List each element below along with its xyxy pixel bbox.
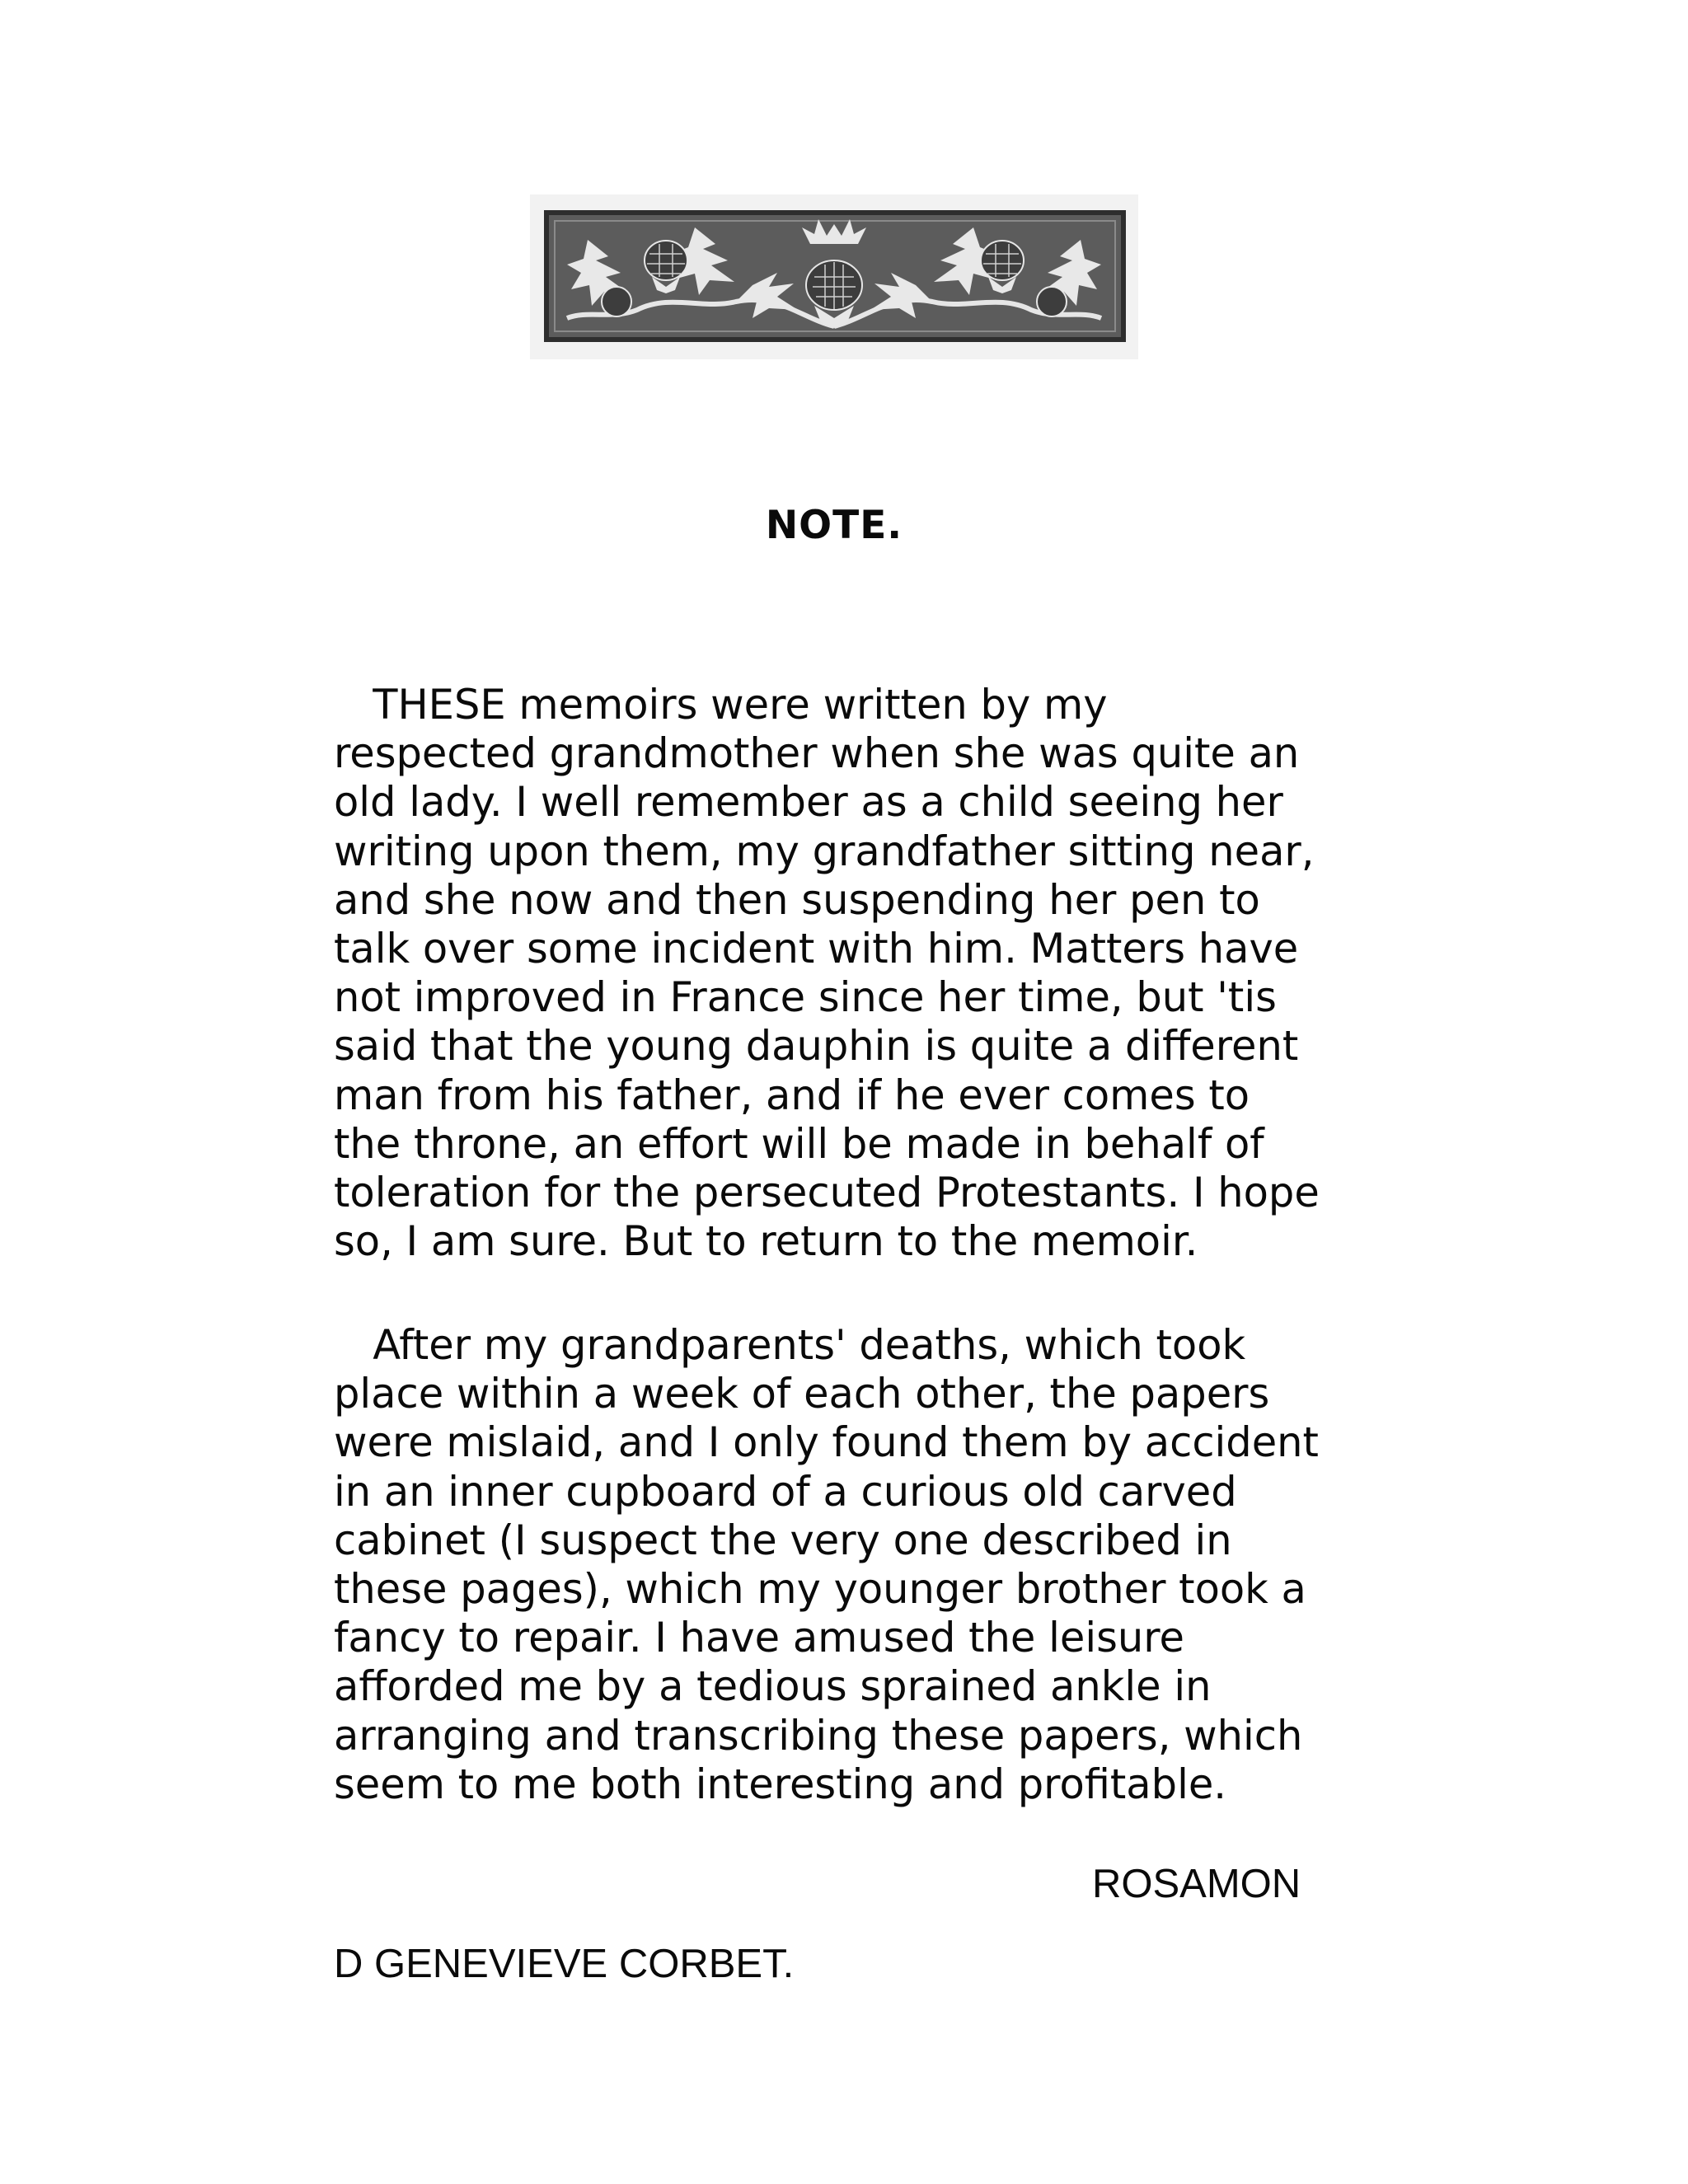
text-line: man from his father, and if he ever comes to bbox=[334, 1071, 1250, 1119]
text-line: these pages), which my younger brother took a bbox=[334, 1565, 1306, 1614]
text-line: seem to me both interesting and profitable. bbox=[334, 1760, 1227, 1808]
text-line: talk over some incident with him. Matters have bbox=[334, 925, 1299, 973]
text-line: place within a week of each other, the papers bbox=[334, 1370, 1270, 1418]
text-line: respected grandmother when she was quite an bbox=[334, 729, 1300, 778]
ornamental-header-banner bbox=[530, 194, 1138, 359]
text-line: said that the young dauphin is quite a different bbox=[334, 1022, 1299, 1071]
text-line: THESE memoirs were written by my bbox=[334, 681, 1108, 729]
text-line: After my grandparents' deaths, which took bbox=[334, 1321, 1246, 1369]
text-line: were mislaid, and I only found them by accident bbox=[334, 1418, 1319, 1467]
signature-line-2: D GENEVIEVE CORBET. bbox=[334, 1942, 795, 1986]
page-title: NOTE. bbox=[765, 503, 903, 548]
text-line: fancy to repair. I have amused the leisure bbox=[334, 1614, 1184, 1662]
text-line: arranging and transcribing these papers, which bbox=[334, 1711, 1303, 1760]
memoir-paragraph-2 bbox=[334, 1321, 1381, 1809]
text-line: cabinet (I suspect the very one described in bbox=[334, 1516, 1232, 1564]
text-line: the throne, an effort will be made in behalf of bbox=[334, 1119, 1264, 1168]
text-line: not improved in France since her time, but 'tis bbox=[334, 973, 1277, 1022]
text-line: in an inner cupboard of a curious old carved bbox=[334, 1467, 1237, 1516]
text-line: old lady. I well remember as a child seeing her bbox=[334, 778, 1283, 827]
signature-line-1: ROSAMON bbox=[1092, 1862, 1301, 1906]
text-line: afforded me by a tedious sprained ankle in bbox=[334, 1662, 1212, 1711]
memoir-paragraph-1 bbox=[334, 681, 1381, 1266]
text-line: so, I am sure. But to return to the memoir. bbox=[334, 1217, 1198, 1266]
text-line: writing upon them, my grandfather sitting near, bbox=[334, 827, 1315, 875]
text-line: toleration for the persecuted Protestants. I hope bbox=[334, 1169, 1320, 1217]
thistle-ornament-icon bbox=[530, 194, 1138, 359]
text-line: and she now and then suspending her pen to bbox=[334, 875, 1260, 924]
